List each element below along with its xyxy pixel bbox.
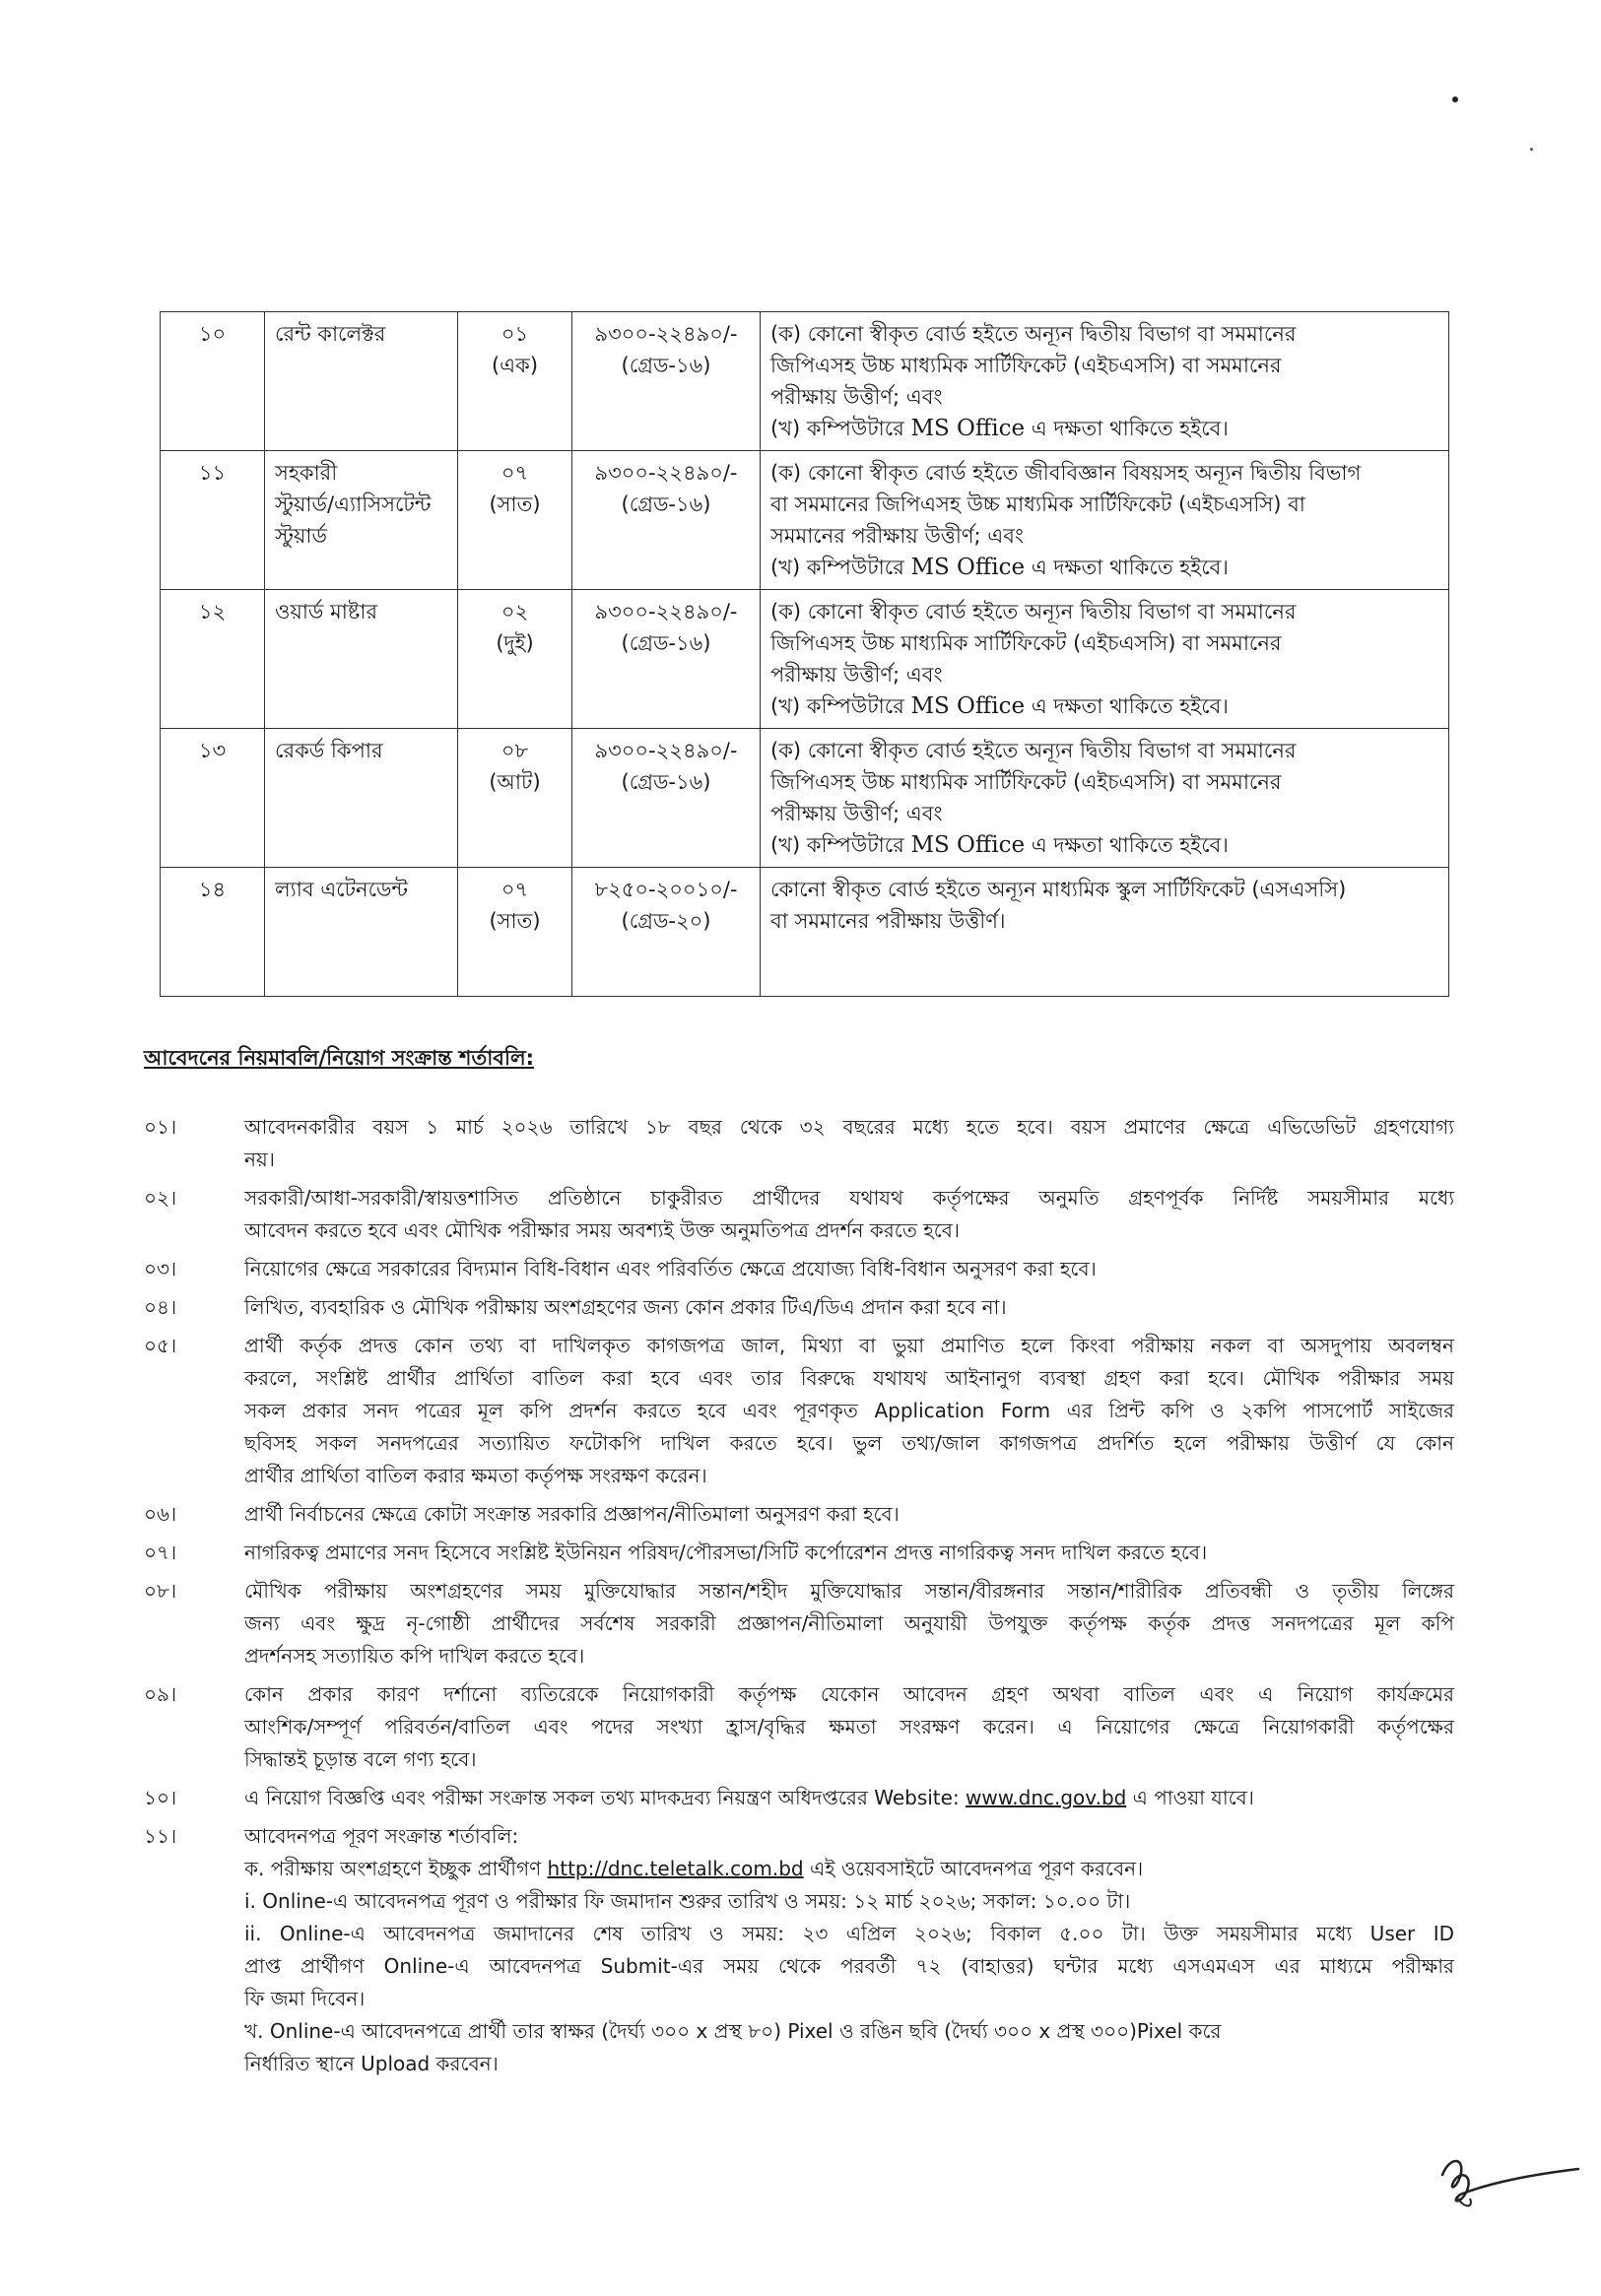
term-item	[144, 1678, 1454, 1776]
qualification-computer-line	[770, 829, 1438, 861]
term-sub-ii: প্রাপ্ত প্রার্থীগণ Online-এ আবেদনপত্র Submit-এর সময় থেকে পরবর্তী ৭২ (বাহাত্তর) ঘন্টার মধ্যে এসএমএস এর মাধ্যমে পরীক্ষার	[244, 1954, 1454, 1978]
post-name-line: রেন্ট কালেক্টর	[275, 322, 386, 346]
term-line: আবেদনকারীর বয়স ১ মার্চ ২০২৬ তারিখে ১৮ বছর থেকে ৩২ বছরের মধ্যে হতে হবে। বয়স প্রমাণের ক্ষেত্রে এভিডেভিট গ্রহণযোগ্য	[244, 1115, 1454, 1139]
term-text	[244, 1182, 1454, 1247]
post-serial: ১২	[161, 590, 265, 729]
qualification-line: কোনো স্বীকৃত বোর্ড হইতে অন্যূন মাধ্যমিক স্কুল সার্টিফিকেট (এসএসসি)	[770, 878, 1347, 901]
term-item	[144, 1182, 1454, 1247]
post-name-line: সহকারী	[275, 461, 338, 485]
term-number: ০৬।	[144, 1502, 177, 1526]
teletalk-link[interactable]: http://dnc.teletalk.com.bd	[547, 1857, 804, 1880]
post-name-line: স্টুয়ার্ড/এ্যাসিসটেন্ট	[275, 492, 432, 516]
post-row	[161, 729, 1449, 868]
qualification-line: (ক) কোনো স্বীকৃত বোর্ড হইতে জীববিজ্ঞান বিষয়সহ অন্যূন দ্বিতীয় বিভাগ	[770, 461, 1362, 485]
term-number: ০২।	[144, 1186, 177, 1210]
pay-scale-range: ৯৩০০-২২৪৯০/-	[594, 322, 738, 346]
post-count	[458, 451, 572, 590]
qualification-line: জিপিএসহ উচ্চ মাধ্যমিক সার্টিফিকেট (এইচএসসি) বা সমমানের	[770, 354, 1282, 377]
term-line: আংশিক/সম্পূর্ণ পরিবর্তন/বাতিল এবং পদের সংখ্যা হ্রাস/বৃদ্ধির ক্ষমতা সংরক্ষণ করেন। এ নিয়োগের ক্ষেত্রে নিয়োগকারী কর্তৃপক্ষের	[244, 1715, 1454, 1738]
term-text	[244, 1291, 1454, 1324]
qualification	[761, 590, 1449, 729]
term-line: করলে, সংশ্লিষ্ট প্রার্থীর প্রার্থিতা বাতিল করা হবে এবং তার বিরুদ্ধে যথাযথ আইনানুগ ব্যবস্থা গ্রহণ করা হবে। মৌখিক পরীক্ষার সময়	[244, 1366, 1454, 1390]
term-item	[144, 1253, 1454, 1285]
post-serial: ১৩	[161, 729, 265, 868]
qualification-line: বা সমমানের পরীক্ষায় উত্তীর্ণ।	[770, 909, 1006, 933]
qualification-text: (খ) কম্পিউটারে	[770, 694, 911, 718]
scan-speck	[1452, 97, 1458, 102]
pay-scale-range: ৯৩০০-২২৪৯০/-	[594, 461, 738, 485]
pay-grade: (গ্রেড-১৬)	[621, 770, 711, 794]
post-row	[161, 590, 1449, 729]
post-count-number: ০২	[500, 600, 529, 623]
post-row	[161, 312, 1449, 451]
qualification-line: সমমানের পরীক্ষায় উত্তীর্ণ; এবং	[770, 524, 1024, 548]
term-sub-i: i. Online-এ আবেদনপত্র পূরণ ও পরীক্ষার ফি জমাদান শুরুর তারিখ ও সময়: ১২ মার্চ ২০২৬; সকাল: ১০.০০ টা।	[244, 1889, 1131, 1913]
post-row	[161, 868, 1449, 997]
post-count	[458, 729, 572, 868]
term-text	[244, 1253, 1454, 1285]
pay-scale	[572, 729, 761, 868]
qualification	[761, 312, 1449, 451]
qualification-line: পরীক্ষায় উত্তীর্ণ; এবং	[770, 385, 943, 409]
post-serial: ১০	[161, 312, 265, 451]
qualification-line: বা সমমানের জিপিএসহ উচ্চ মাধ্যমিক সার্টিফিকেট (এইচএসসি) বা	[770, 492, 1305, 516]
qualification-computer-line	[770, 413, 1438, 444]
qualification-computer-line	[770, 552, 1438, 583]
pay-grade: (গ্রেড-২০)	[621, 909, 711, 933]
post-count-words: (সাত)	[489, 909, 541, 933]
term-text-part: এ পাওয়া যাবে।	[1126, 1786, 1254, 1809]
qualification-line: পরীক্ষায় উত্তীর্ণ; এবং	[770, 663, 943, 687]
post-name-line: স্টুয়ার্ড	[275, 524, 327, 548]
post-count-number: ০৮	[500, 739, 529, 762]
term-line: আবেদন করতে হবে এবং মৌখিক পরীক্ষার সময় অবশ্যই উক্ত অনুমতিপত্র প্রদর্শন করতে হবে।	[244, 1218, 961, 1242]
term-line	[244, 1782, 1454, 1814]
pay-scale	[572, 312, 761, 451]
term-line: জন্য এবং ক্ষুদ্র নৃ-গোষ্ঠী প্রার্থীদের সর্বশেষ সরকারী প্রজ্ঞাপন/নীতিমালা অনুযায়ী উপযুক্ত কর্তৃপক্ষ কর্তৃক প্রদত্ত সনদপত্রের মূল কপি	[244, 1611, 1454, 1635]
post-name	[265, 312, 458, 451]
term-number: ০৩।	[144, 1257, 177, 1280]
term-text	[244, 1575, 1454, 1673]
post-count	[458, 868, 572, 997]
terms-list	[144, 1111, 1454, 2080]
term-text	[244, 1782, 1454, 1814]
qualification	[761, 729, 1449, 868]
qualification	[761, 868, 1449, 997]
qualification-text: (খ) কম্পিউটারে	[770, 417, 911, 440]
post-count-number: ০৭	[500, 878, 529, 901]
qualification-line: পরীক্ষায় উত্তীর্ণ; এবং	[770, 802, 943, 825]
term-number: ০৪।	[144, 1295, 177, 1319]
qualification-computer-line	[770, 690, 1438, 722]
term-item	[144, 1498, 1454, 1531]
term-number: ০১।	[144, 1115, 177, 1139]
term-text	[244, 1498, 1454, 1531]
qualification-text: (খ) কম্পিউটারে	[770, 556, 911, 579]
term-item	[144, 1782, 1454, 1814]
term-sub-ka	[244, 1853, 1454, 1885]
post-count-words: (এক)	[491, 354, 539, 377]
qualification-text: (খ) কম্পিউটারে	[770, 833, 911, 857]
term-text	[244, 1111, 1454, 1176]
qualification-text: এ দক্ষতা থাকিতে হইবে।	[1025, 417, 1229, 440]
post-serial: ১১	[161, 451, 265, 590]
term-number: ০৯।	[144, 1682, 177, 1706]
term-number: ০৭।	[144, 1541, 177, 1564]
website-link[interactable]: www.dnc.gov.bd	[966, 1786, 1127, 1809]
term-item	[144, 1820, 1454, 2080]
pay-scale	[572, 451, 761, 590]
ms-office-text: MS Office	[910, 693, 1026, 719]
scan-speck	[1530, 148, 1533, 151]
pay-scale	[572, 868, 761, 997]
term-text	[244, 1678, 1454, 1776]
pay-grade: (গ্রেড-১৬)	[621, 492, 711, 516]
post-name-line: রেকর্ড কিপার	[275, 739, 383, 762]
pay-grade: (গ্রেড-১৬)	[621, 631, 711, 655]
term-line: ছবিসহ সকল সনদপত্রের সত্যায়িত ফটোকপি দাখিল করতে হবে। ভুল তথ্য/জাল কাগজপত্র প্রদর্শিত হলে পরীক্ষায় উত্তীর্ণ যে কোন	[244, 1431, 1454, 1455]
pay-grade: (গ্রেড-১৬)	[621, 354, 711, 377]
term-text	[244, 1820, 1454, 2080]
term-sub-ii: ii. Online-এ আবেদনপত্র জমাদানের শেষ তারিখ ও সময়: ২৩ এপ্রিল ২০২৬; বিকাল ৫.০০ টা। উক্ত সময়সীমার মধ্যে User ID	[244, 1922, 1454, 1945]
qualification-text: এ দক্ষতা থাকিতে হইবে।	[1025, 833, 1229, 857]
term-line: প্রার্থীর প্রার্থিতা বাতিল করার ক্ষমতা কর্তৃপক্ষ সংরক্ষণ করেন।	[244, 1464, 707, 1487]
post-count-words: (আট)	[489, 770, 541, 794]
term-number: ১১।	[144, 1824, 177, 1848]
term-line: মৌখিক পরীক্ষায় অংশগ্রহণের সময় মুক্তিযোদ্ধার সন্তান/শহীদ মুক্তিযোদ্ধার সন্তান/বীরঙ্গনার সন্তান/শারীরিক প্রতিবন্ধী ও তৃতীয় লিঙ্গের	[244, 1579, 1454, 1603]
post-count-words: (দুই)	[496, 631, 534, 655]
ms-office-text: MS Office	[910, 416, 1026, 441]
term-line: প্রদর্শনসহ সত্যায়িত কপি দাখিল করতে হবে।	[244, 1644, 585, 1668]
qualification-text: এ দক্ষতা থাকিতে হইবে।	[1025, 556, 1229, 579]
term-text	[244, 1537, 1454, 1569]
qualification-line: (ক) কোনো স্বীকৃত বোর্ড হইতে অন্যূন দ্বিতীয় বিভাগ বা সমমানের	[770, 739, 1297, 762]
term-item	[144, 1537, 1454, 1569]
term-line: নাগরিকত্ব প্রমাণের সনদ হিসেবে সংশ্লিষ্ট ইউনিয়ন পরিষদ/পৌরসভা/সিটি কর্পোরেশন প্রদত্ত নাগরিকত্ব সনদ দাখিল করতে হবে।	[244, 1541, 1208, 1564]
term-item	[144, 1291, 1454, 1324]
term-number: ০৮।	[144, 1579, 177, 1603]
pay-scale	[572, 590, 761, 729]
post-count-number: ০৭	[500, 461, 529, 485]
qualification	[761, 451, 1449, 590]
term-line: সকল প্রকার সনদ পত্রের মূল কপি প্রদর্শন করতে হবে এবং পূরণকৃত Application Form এর প্রিন্ট কপি ও ২কপি পাসপোর্ট সাইজের	[244, 1399, 1454, 1422]
term-line: প্রার্থী নির্বাচনের ক্ষেত্রে কোটা সংক্রান্ত সরকারি প্রজ্ঞাপন/নীতিমালা অনুসরণ করা হবে।	[244, 1502, 900, 1526]
post-count	[458, 590, 572, 729]
term-number: ১০।	[144, 1786, 177, 1809]
qualification-line: জিপিএসহ উচ্চ মাধ্যমিক সার্টিফিকেট (এইচএসসি) বা সমমানের	[770, 770, 1282, 794]
term-sub-kha: খ. Online-এ আবেদনপত্রে প্রার্থী তার স্বাক্ষর (দৈর্ঘ্য ৩০০ x প্রস্থ ৮০) Pixel ও রঙিন ছবি (দৈর্ঘ্য ৩০০ x প্রস্থ ৩০০)Pixel করে	[244, 2019, 1222, 2043]
term-sub-ii: ফি জমা দিবেন।	[244, 1987, 366, 2010]
section-heading: আবেদনের নিয়মাবলি/নিয়োগ সংক্রান্ত শর্তাবলি:	[144, 1046, 535, 1070]
term-line: সরকারী/আধা-সরকারী/স্বায়ত্তশাসিত প্রতিষ্ঠানে চাকুরীরত প্রার্থীদের যথাযথ কর্তৃপক্ষের অনুমতি গ্রহণপূর্বক নির্দিষ্ট সময়সীমার মধ্যে	[244, 1186, 1454, 1210]
qualification-text: এ দক্ষতা থাকিতে হইবে।	[1025, 694, 1229, 718]
term-item	[144, 1330, 1454, 1492]
term-text-part: এই ওয়েবসাইটে আবেদনপত্র পূরণ করবেন।	[803, 1857, 1144, 1880]
post-name	[265, 590, 458, 729]
post-count-words: (সাত)	[489, 492, 541, 516]
term-text	[244, 1330, 1454, 1492]
post-count-number: ০১	[500, 322, 529, 346]
signature-mark	[1431, 2147, 1588, 2216]
term-line: প্রার্থী কর্তৃক প্রদত্ত কোন তথ্য বা দাখিলকৃত কাগজপত্র জাল, মিথ্যা বা ভুয়া প্রমাণিত হলে কিংবা পরীক্ষায় নকল বা অসদুপায় অবলম্বন	[244, 1334, 1454, 1357]
posts-table	[160, 311, 1449, 997]
qualification-line: (ক) কোনো স্বীকৃত বোর্ড হইতে অন্যূন দ্বিতীয় বিভাগ বা সমমানের	[770, 600, 1297, 623]
term-subtitle: আবেদনপত্র পূরণ সংক্রান্ত শর্তাবলি:	[244, 1824, 519, 1848]
term-line: নিয়োগের ক্ষেত্রে সরকারের বিদ্যমান বিধি-বিধান এবং পরিবর্তিত ক্ষেত্রে প্রযোজ্য বিধি-বিধান অনুসরণ করা হবে।	[244, 1257, 1097, 1280]
term-line: লিখিত, ব্যবহারিক ও মৌখিক পরীক্ষায় অংশগ্রহণের জন্য কোন প্রকার টিএ/ডিএ প্রদান করা হবে না।	[244, 1295, 1007, 1319]
ms-office-text: MS Office	[910, 555, 1026, 580]
term-text-part: এ নিয়োগ বিজ্ঞপ্তি এবং পরীক্ষা সংক্রান্ত সকল তথ্য মাদকদ্রব্য নিয়ন্ত্রণ অধিদপ্তরের Website:	[244, 1786, 967, 1809]
post-name	[265, 868, 458, 997]
term-item	[144, 1111, 1454, 1176]
ms-office-text: MS Office	[910, 832, 1026, 858]
term-text-part: ক. পরীক্ষায় অংশগ্রহণে ইচ্ছুক প্রার্থীগণ	[244, 1857, 548, 1880]
pay-scale-range: ৯৩০০-২২৪৯০/-	[594, 739, 738, 762]
qualification-line: জিপিএসহ উচ্চ মাধ্যমিক সার্টিফিকেট (এইচএসসি) বা সমমানের	[770, 631, 1282, 655]
term-item	[144, 1575, 1454, 1673]
term-line: নয়।	[244, 1148, 275, 1171]
term-sub-kha: নির্ধারিত স্থানে Upload করবেন।	[244, 2052, 499, 2075]
post-name	[265, 729, 458, 868]
post-row	[161, 451, 1449, 590]
term-line: সিদ্ধান্তই চূড়ান্ত বলে গণ্য হবে।	[244, 1747, 477, 1771]
pay-scale-range: ৮২৫০-২০০১০/-	[594, 878, 738, 901]
pay-scale-range: ৯৩০০-২২৪৯০/-	[594, 600, 738, 623]
qualification-line: (ক) কোনো স্বীকৃত বোর্ড হইতে অন্যূন দ্বিতীয় বিভাগ বা সমমানের	[770, 322, 1297, 346]
term-number: ০৫।	[144, 1334, 177, 1357]
post-name	[265, 451, 458, 590]
post-serial: ১৪	[161, 868, 265, 997]
post-name-line: ওয়ার্ড মাষ্টার	[275, 600, 378, 623]
post-name-line: ল্যাব এটেনডেন্ট	[275, 878, 408, 901]
post-count	[458, 312, 572, 451]
term-line: কোন প্রকার কারণ দর্শানো ব্যতিরেকে নিয়োগকারী কর্তৃপক্ষ যেকোন আবেদন গ্রহণ অথবা বাতিল এবং এ নিয়োগ কার্যক্রমের	[244, 1682, 1454, 1706]
